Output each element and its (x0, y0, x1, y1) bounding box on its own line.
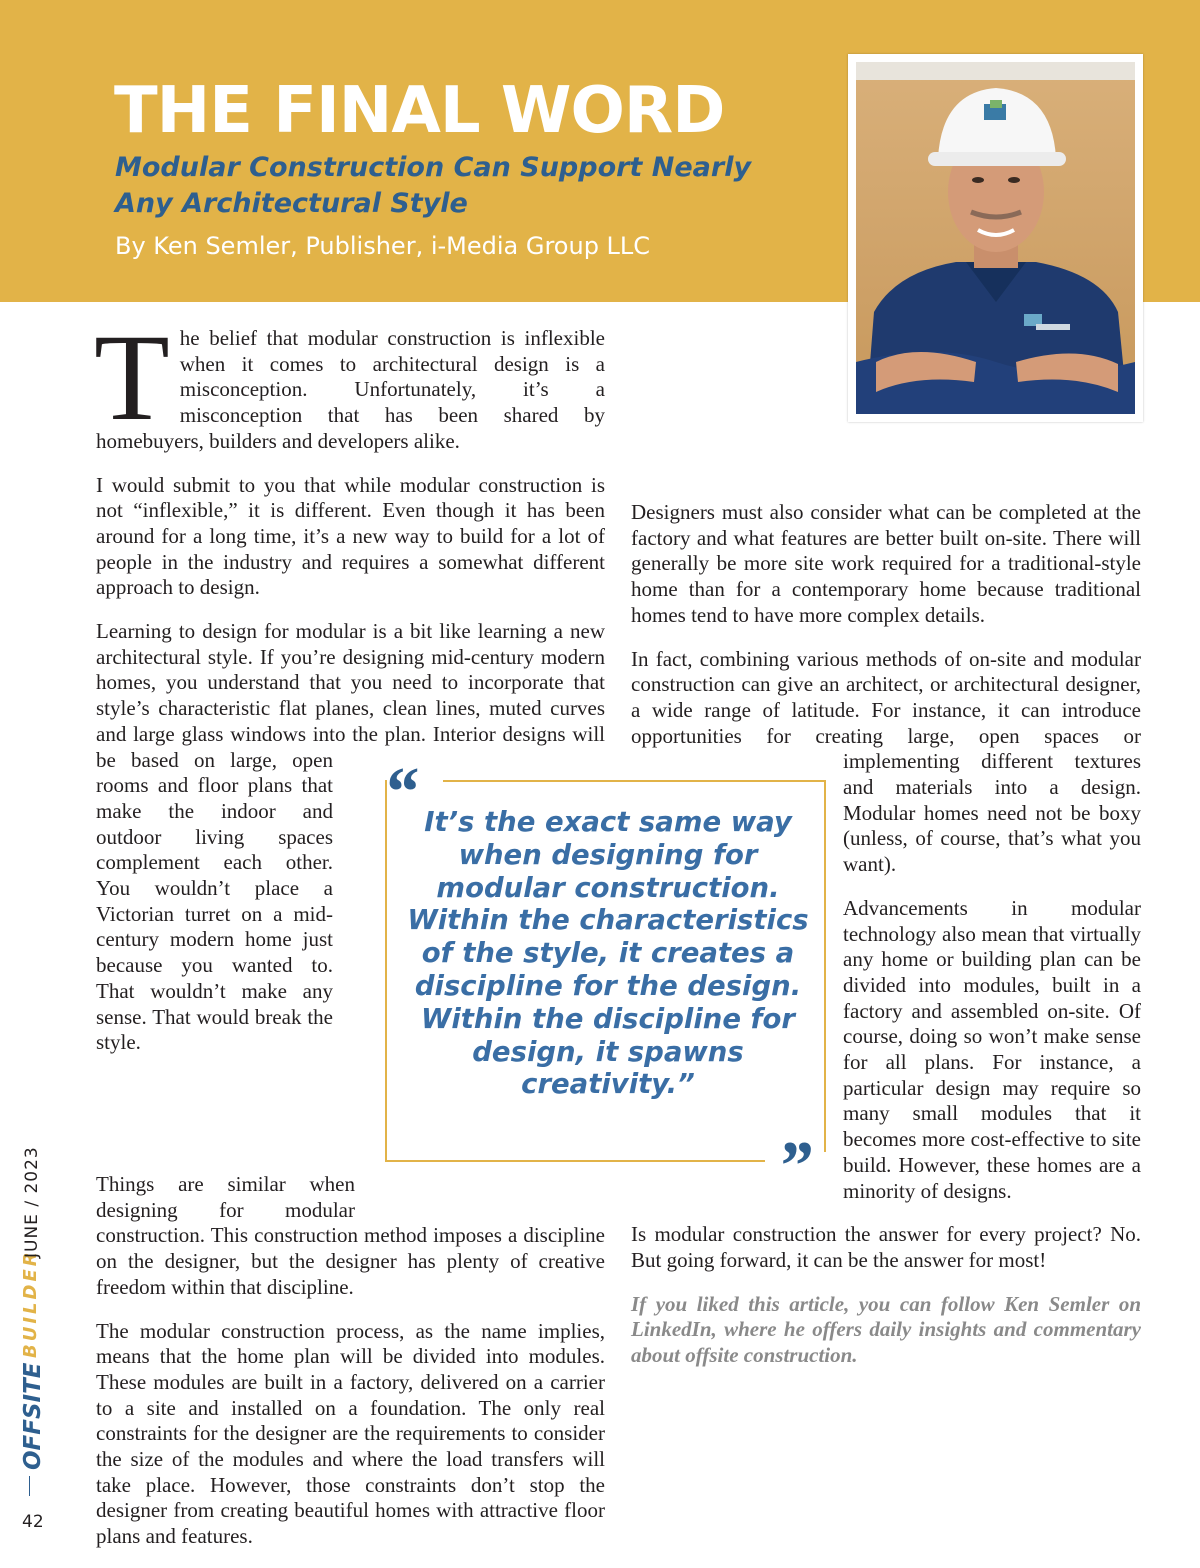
magazine-name-offsite: OFFSITE (20, 1362, 46, 1470)
man-in-hard-hat-icon (856, 62, 1135, 414)
paragraph-9: Is modular construction the answer for every project? No. But going forward, it can be the answer for most! (631, 1222, 1141, 1272)
paragraph-4: Things are similar when designing for modular construction. This construction method imposes a discipline on the designer, but the designer has plenty of creative freedom within that discipline. (96, 1172, 605, 1299)
drop-cap: T (94, 309, 170, 446)
paragraph-5: The modular construction process, as the name implies, means that the home plan will be divided into modules. These modules are built in a factory, delivered on a carrier to a site and installed on a foundation. The only real constraints for the designer are the requirements to consider the size of the modules and where the load transfers will take place. However, those constraints don’t stop the designer from creating beautiful homes with attractive floor plans and features. (96, 1318, 605, 1549)
issue-date: JUNE / 2023 (22, 1146, 42, 1258)
open-quote-icon: “ (383, 754, 418, 831)
pull-quote (383, 754, 826, 1205)
author-photo (848, 54, 1143, 422)
pull-quote-text: It’s the exact same way when designing for modular construction. Within the characteristics of the style, it creates a discipline for the design. Within the discipline for design, it spawns creativity.” (407, 806, 809, 1101)
article-subtitle: Modular Construction Can Support Nearly Any Architectural Style (115, 152, 752, 219)
magazine-name-builder: BUILDER (20, 1249, 41, 1358)
close-quote-icon: ” (777, 1128, 812, 1205)
byline: By Ken Semler, Publisher, i-Media Group LLC (115, 232, 651, 260)
closing-note: If you liked this article, you can follow Ken Semler on LinkedIn, where he offers daily insights and commentary about offsite construction. (631, 1291, 1141, 1368)
paragraph-3: Learning to design for modular is a bit like learning a new architectural style. If you’re designing mid-century modern homes, you understand that you need to incorporate that style’s characteristic flat planes, clean lines, muted curves and large glass windows into the plan. Interior designs will be based on large, open rooms and floor plans that make the indoor and outdoor living spaces complement each other. You wouldn’t place a Victorian turret on a mid-century modern home just because you wanted to. That wouldn’t make any sense. That would break the style. (96, 619, 605, 1055)
paragraph-2: I would submit to you that while modular construction is not “inflexible,” it is different. Even though it has been around for a long time, it’s a new way to build for a lot of people in the industry and requires a somewhat different approach to design. (96, 472, 605, 600)
paragraph-1: The belief that modular construction is inflexible when it comes to architectural design is a misconception. Unfortunately, it’s a misconception that has been shared by homebuyers, builders and developers alike. (94, 309, 605, 453)
sidebar-rule (29, 1476, 30, 1496)
paragraph-6: Designers must also consider what can be completed at the factory and what features are better built on-site. There will generally be more site work required for a traditional-style home than for a contemporary home because traditional homes tend to have more complex details. (631, 500, 1141, 627)
paragraph-7: In fact, combining various methods of on-site and modular construction can give an architect, or architectural designer, a wide range of latitude. For instance, it can introduce opportunities for creating large, open spaces or implementing different textures and materials into a design. Modular homes need not be boxy (unless, of course, that’s what you want). (631, 646, 1141, 877)
page-title: THE FINAL WORD (114, 74, 725, 148)
paragraph-8: Advancements in modular technology also mean that virtually any home or building plan can be divided into modules, built in a factory and assembled on-site. Of course, doing so won’t make sense for all plans. For instance, a particular design may require so many small modules that it becomes more cost-effective to site build. However, these homes are a minority of designs. (843, 895, 1141, 1203)
page-number: 42 (22, 1512, 44, 1532)
article-column-left-continued (96, 1172, 605, 1568)
